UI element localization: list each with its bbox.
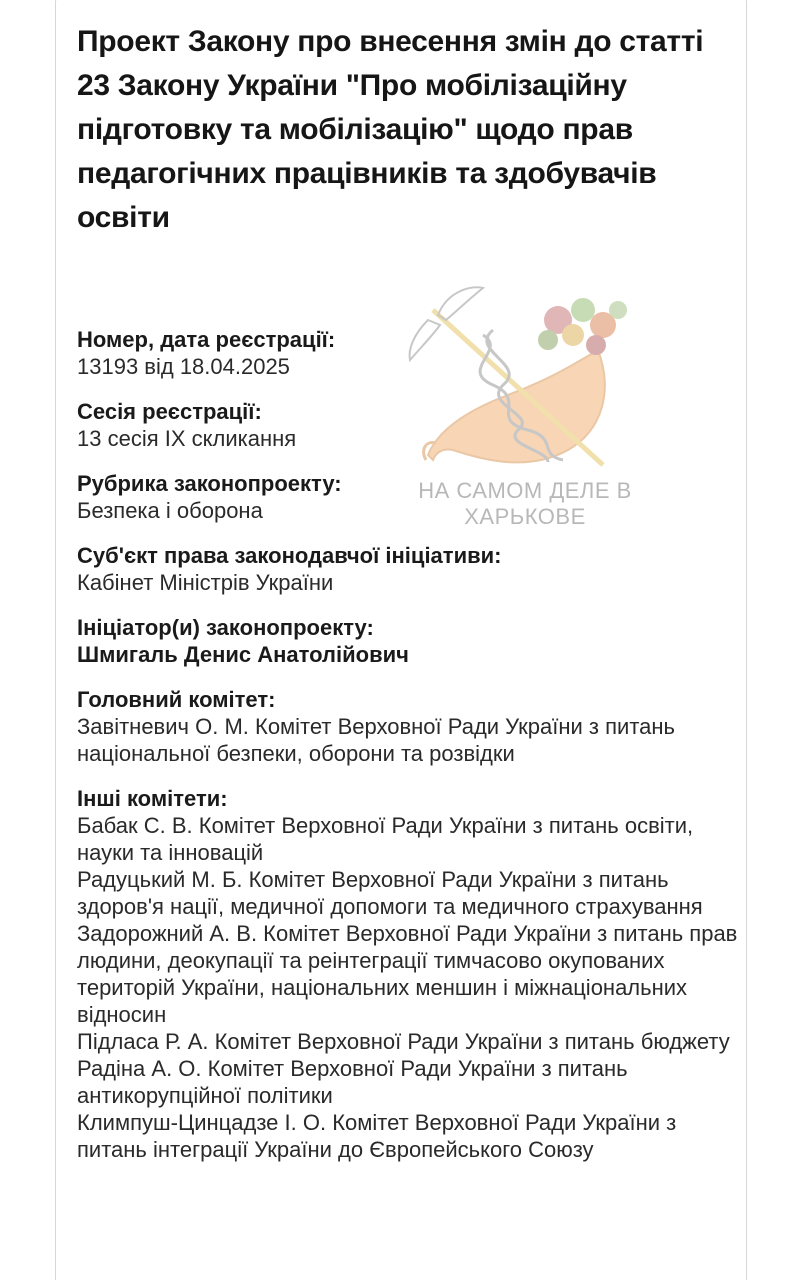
main-committee-label: Головний комітет: xyxy=(77,687,276,712)
committee-item: Климпуш-Цинцадзе І. О. Комітет Верховної Ради України з питань інтеграції України до Європейського Союзу xyxy=(77,1110,677,1162)
watermark-text-line1: НА САМОМ ДЕЛЕ В xyxy=(418,478,632,503)
session-label: Сесія реєстрації: xyxy=(77,399,262,424)
initiator-field xyxy=(77,614,747,668)
committee-item: Підласа Р. А. Комітет Верховної Ради України з питань бюджету xyxy=(77,1029,730,1054)
committee-item: Радіна А. О. Комітет Верховної Ради України з питань антикорупційної політики xyxy=(77,1056,628,1108)
committee-item: Радуцький М. Б. Комітет Верховної Ради України з питань здоров'я нації, медичної допомоги та медичного страхування xyxy=(77,867,703,919)
initiator-label: Ініціатор(и) законопроекту: xyxy=(77,615,374,640)
rubric-value: Безпека і оборона xyxy=(77,498,263,523)
other-committees-label: Інші комітети: xyxy=(77,786,228,811)
registration-value: 13193 від 18.04.2025 xyxy=(77,354,290,379)
main-committee-field xyxy=(77,686,747,767)
main-committee-value: Завітневич О. М. Комітет Верховної Ради України з питань національної безпеки, оборони та розвідки xyxy=(77,714,676,766)
initiator-value[interactable]: Шмигаль Денис Анатолійович xyxy=(77,642,409,667)
subject-field xyxy=(77,542,747,596)
subject-label: Суб'єкт права законодавчої ініціативи: xyxy=(77,543,502,568)
registration-label: Номер, дата реєстрації: xyxy=(77,327,336,352)
session-field xyxy=(77,398,747,452)
bill-title: Проект Закону про внесення змін до статті 23 Закону України "Про мобілізаційну підготовку та мобілізацію" щодо прав педагогічних працівників та здобувачів освіти xyxy=(77,25,704,234)
other-committees-field xyxy=(77,785,747,1163)
watermark-text-line2: ХАРЬКОВЕ xyxy=(464,504,586,529)
rubric-label: Рубрика законопроекту: xyxy=(77,471,342,496)
rubric-field xyxy=(77,470,747,524)
committee-item: Бабак С. В. Комітет Верховної Ради України з питань освіти, науки та інновацій xyxy=(77,813,694,865)
session-value: 13 сесія IX скликання xyxy=(77,426,297,451)
committee-item: Задорожний А. В. Комітет Верховної Ради України з питань прав людини, деокупації та реінтеграції тимчасово окупованих територій України, національних меншин і міжнаціональних відносин xyxy=(77,921,738,1027)
registration-field xyxy=(77,326,747,380)
bill-fields xyxy=(77,326,747,1181)
subject-value: Кабінет Міністрів України xyxy=(77,570,334,595)
